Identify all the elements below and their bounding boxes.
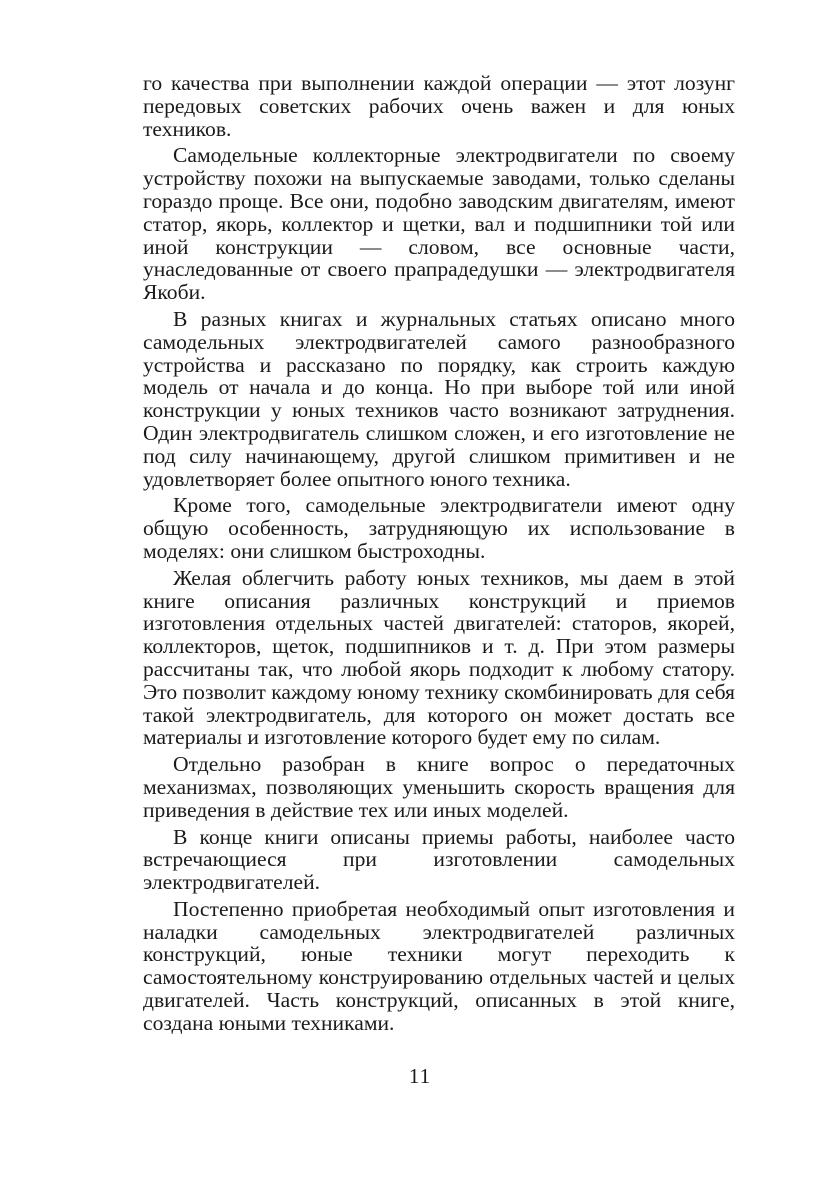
paragraph: Отдельно разобран в книге вопрос о передаточных механизмах, позволяющих уменьшить скорость вращения для приведения в действие тех или иных моделей. (143, 752, 735, 822)
paragraph: В разных книгах и журнальных статьях описано много самодельных электродвигателей самого разнообразного устройства и рассказано по порядку, как строить каждую модель от начала и до конца. Но при выборе той или иной конструкции у юных техников часто возникают затруднения. Один электродвигатель слишком сложен, и его изготовление не под силу начинающему, другой слишком примитивен и не удовлетворяет более опытного юного техника. (143, 306, 735, 491)
page-number: 11 (408, 1064, 432, 1088)
paragraph: Кроме того, самодельные электродвигатели имеют одну общую особенность, затрудняющую их использование в моделях: они слишком быстроходны. (143, 493, 735, 563)
paragraph: го качества при выполнении каждой операции — этот лозунг передовых советских рабочих очень важен и для юных техников. (143, 71, 735, 141)
paragraph: Постепенно приобретая необходимый опыт изготовления и наладки самодельных электродвигателей различных конструкций, юные техники могут переходить к самостоятельному конструированию отдельных частей и целых двигателей. Часть конструкций, описанных в этой книге, создана юными техниками. (143, 896, 735, 1035)
page-body (143, 72, 735, 1039)
paragraph: Желая облегчить работу юных техников, мы даем в этой книге описания различных конструкций и приемов изготовления отдельных частей двигателей: статоров, якорей, коллекторов, щеток, подшипников и т. д. При этом размеры рассчитаны так, что любой якорь подходит к любому статору. Это позволит каждому юному технику скомбинировать для себя такой электродвигатель, для которого он может достать все материалы и изготовление которого будет ему по силам. (143, 565, 735, 750)
paragraph: Самодельные коллекторные электродвигатели по своему устройству похожи на выпускаемые заводами, только сделаны гораздо проще. Все они, подобно заводским двигателям, имеют статор, якорь, коллектор и щетки, вал и подшипники той или иной конструкции — словом, все основные части, унаследованные от своего прапрадедушки — электродвигателя Якоби. (143, 143, 735, 305)
paragraph: В конце книги описаны приемы работы, наиболее часто встречающиеся при изготовлении самодельных электродвигателей. (143, 824, 735, 895)
